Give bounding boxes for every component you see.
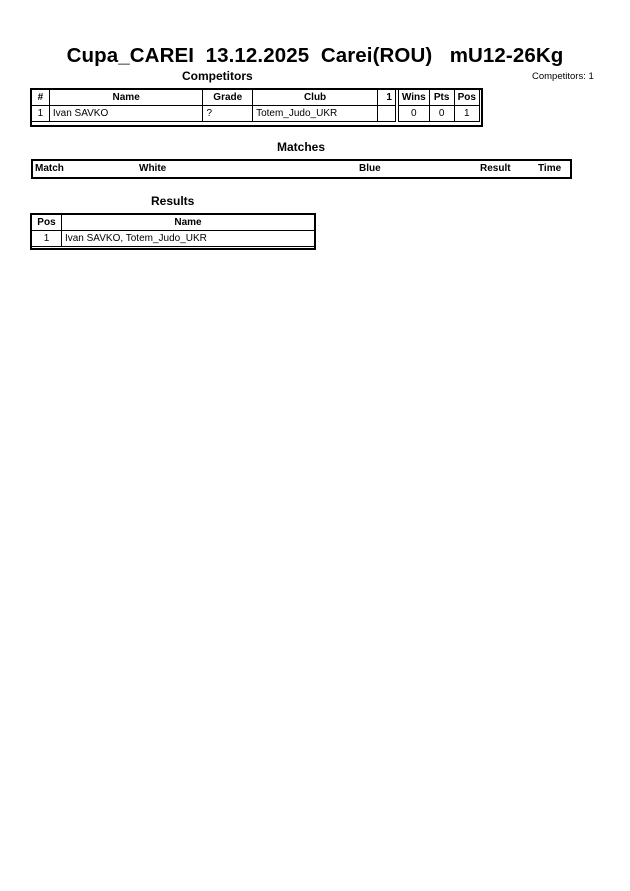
col-result-header: Result [480, 163, 511, 174]
competitor-round1 [378, 106, 396, 122]
col-pts-header: Pts [429, 90, 454, 106]
col-time-header: Time [538, 163, 562, 174]
results-heading: Results [151, 194, 195, 208]
competitor-pts: 0 [429, 106, 454, 122]
table-row [32, 106, 480, 122]
competitor-num: 1 [32, 106, 50, 122]
competitor-count: Competitors: 1 [532, 71, 594, 82]
result-pos: 1 [32, 231, 62, 247]
competitors-heading: Competitors [182, 69, 253, 83]
matches-table [31, 159, 572, 179]
matches-heading: Matches [277, 140, 326, 154]
competitor-grade: ? [203, 106, 253, 122]
results-header-row [32, 215, 315, 231]
col-blue-header: Blue [359, 163, 381, 174]
competitors-table [31, 89, 480, 122]
col-num-header: # [32, 90, 50, 106]
col-white-header: White [139, 163, 167, 174]
competitor-wins: 0 [398, 106, 429, 122]
competitor-name: Ivan SAVKO [49, 106, 203, 122]
col-match-header: Match [35, 163, 64, 174]
col-club-header: Club [253, 90, 378, 106]
competitor-club: Totem_Judo_UKR [253, 106, 378, 122]
col-pos-header: Pos [454, 90, 479, 106]
col-round1-header: 1 [378, 90, 396, 106]
results-table [31, 214, 315, 247]
col-pos-header: Pos [32, 215, 62, 231]
col-grade-header: Grade [203, 90, 253, 106]
col-name-header: Name [49, 90, 203, 106]
competitor-pos: 1 [454, 106, 479, 122]
result-name: Ivan SAVKO, Totem_Judo_UKR [61, 231, 314, 247]
competitors-header-row [32, 90, 480, 106]
col-wins-header: Wins [398, 90, 429, 106]
table-row [32, 231, 315, 247]
page-title: Cupa_CAREI 13.12.2025 Carei(ROU) mU12-26Kg [66, 44, 564, 67]
col-name-header: Name [61, 215, 314, 231]
